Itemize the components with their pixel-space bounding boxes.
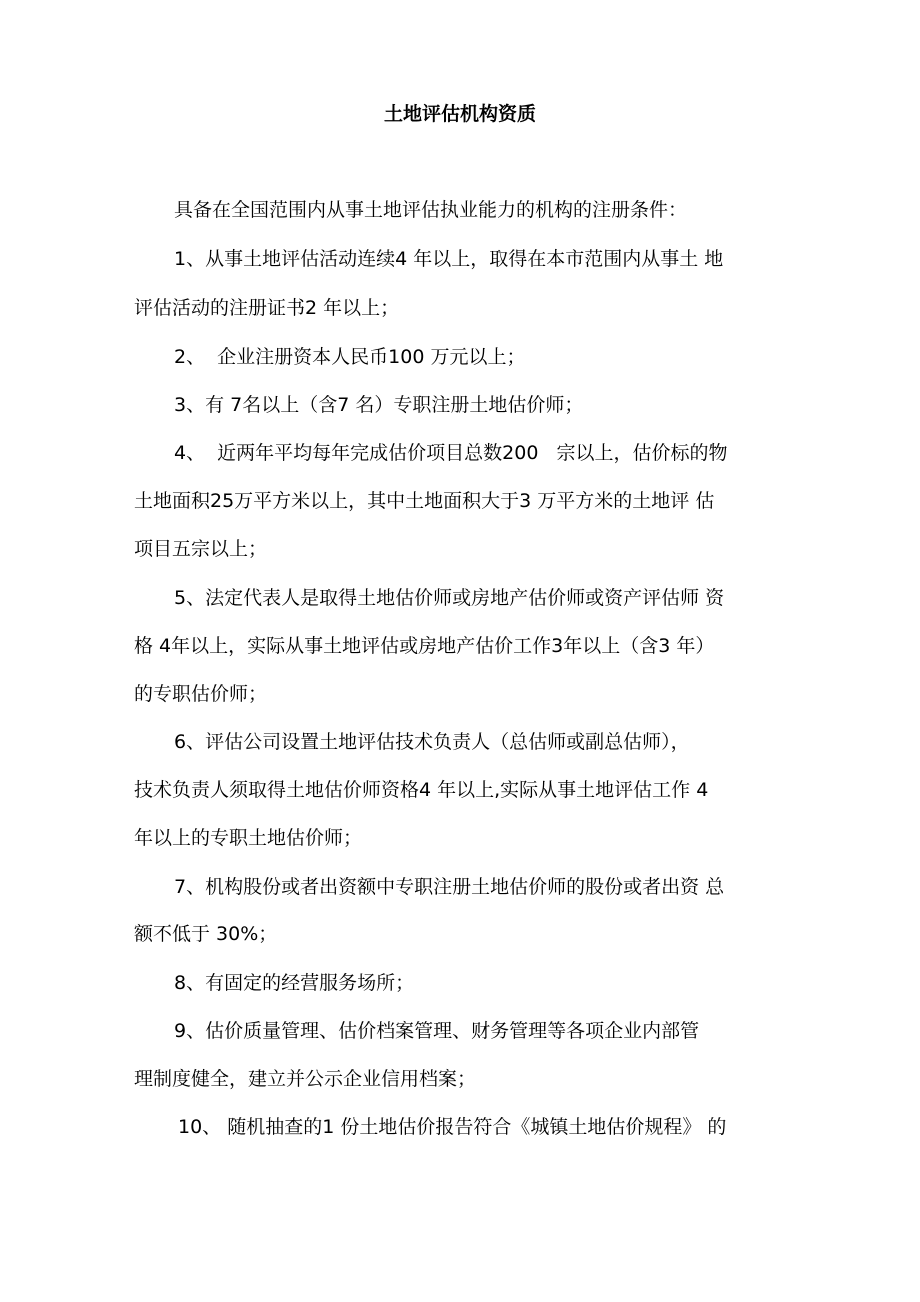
- item-4-line-3: 项目五宗以上；: [134, 538, 268, 560]
- item-10-line-1: 10、 随机抽查的1 份土地估价报告符合《城镇土地估价规程》 的: [178, 1116, 727, 1138]
- item-6-line-3: 年以上的专职土地估价师；: [134, 827, 363, 849]
- item-4-line-1: 4、 近两年平均每年完成估价项目总数200 宗以上，估价标的物: [174, 442, 728, 464]
- item-9-line-1: 9、估价质量管理、估价档案管理、财务管理等各项企业内部管: [174, 1020, 700, 1042]
- item-5-line-2: 格 4年以上，实际从事土地评估或房地产估价工作3年以上（含3 年）: [134, 635, 715, 657]
- item-9-line-2: 理制度健全，建立并公示企业信用档案；: [134, 1068, 477, 1090]
- item-8-line-1: 8、有固定的经营服务场所；: [174, 972, 415, 994]
- item-4-line-2: 土地面积25万平方米以上，其中土地面积大于3 万平方米的土地评 估: [134, 490, 715, 512]
- item-5-line-1: 5、法定代表人是取得土地估价师或房地产估价师或资产评估师 资: [174, 587, 725, 609]
- item-6-line-1: 6、评估公司设置土地评估技术负责人（总估师或副总估师），: [174, 731, 690, 753]
- item-2-line-1: 2、 企业注册资本人民币100 万元以上；: [174, 346, 526, 368]
- item-3-line-1: 3、有 7名以上（含7 名）专职注册土地估价师；: [174, 394, 584, 416]
- item-7-line-1: 7、机构股份或者出资额中专职注册土地估价师的股份或者出资 总: [174, 876, 725, 898]
- item-1-line-1: 1、从事土地评估活动连续4 年以上，取得在本市范围内从事土 地: [174, 248, 724, 270]
- item-1-line-2: 评估活动的注册证书2 年以上；: [134, 297, 400, 319]
- item-6-line-2: 技术负责人须取得土地估价师资格4 年以上,实际从事土地评估工作 4: [134, 779, 709, 801]
- item-7-line-2: 额不低于 30%；: [134, 923, 278, 945]
- item-5-line-3: 的专职估价师；: [134, 683, 268, 705]
- document-title: 土地评估机构资质: [383, 103, 536, 125]
- intro-line: 具备在全国范围内从事土地评估执业能力的机构的注册条件：: [174, 199, 688, 221]
